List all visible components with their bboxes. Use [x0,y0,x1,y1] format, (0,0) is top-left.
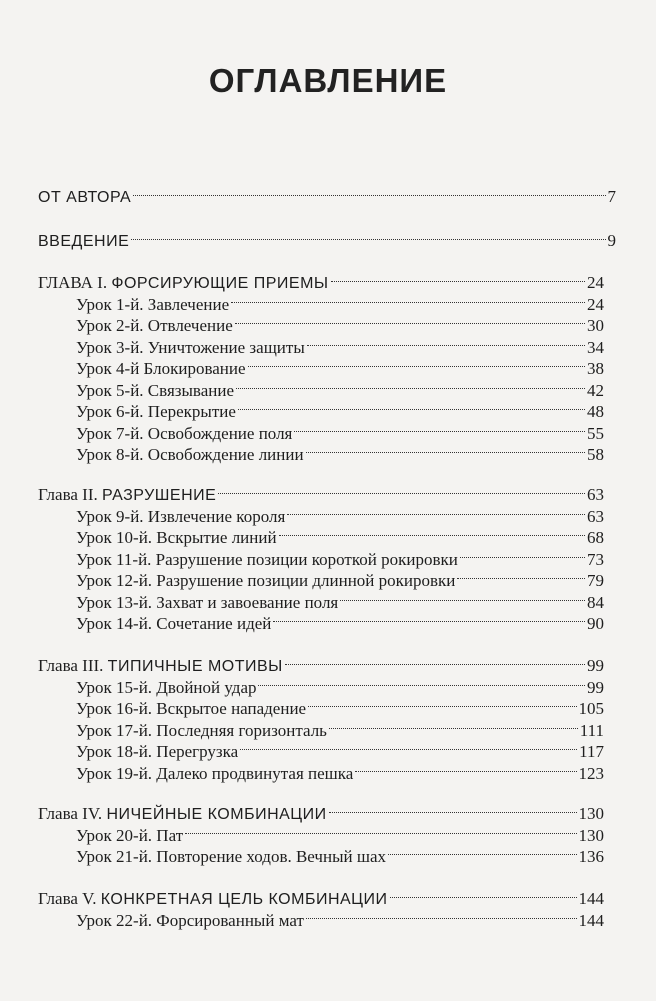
lesson-entry-page-number: 63 [587,507,604,526]
chapter-entry [0,888,656,910]
lesson-entry [0,423,656,445]
lesson-entry-page-number: 84 [587,593,604,612]
top-entry [0,186,656,208]
dot-leader [285,663,585,665]
chapter-entry-page-number: 63 [587,485,604,504]
dot-leader [218,492,585,494]
dot-leader [331,280,585,282]
lesson-entry-page-number: 144 [578,911,604,930]
dot-leader [279,534,585,536]
dot-leader [457,577,585,579]
dot-leader [240,748,577,750]
dot-leader [133,194,605,196]
dot-leader [235,322,585,324]
lesson-entry-title: Урок 12-й. Разрушение позиции длинной рокировки [76,571,456,590]
dot-leader [236,387,585,389]
dot-leader [258,684,585,686]
lesson-entry-title: Урок 9-й. Извлечение короля [76,507,286,526]
lesson-entry-title: Урок 15-й. Двойной удар [76,678,257,697]
lesson-entry [0,910,656,932]
lesson-entry-page-number: 130 [578,826,604,845]
lesson-entry-page-number: 68 [587,528,604,547]
lesson-entry [0,337,656,359]
chapter-entry-title: Глава V. КОНКРЕТНАЯ ЦЕЛЬ КОМБИНАЦИИ [38,889,388,908]
lesson-entry-title: Урок 13-й. Захват и завоевание поля [76,593,339,612]
chapter-entry [0,803,656,825]
lesson-entry [0,592,656,614]
lesson-entry-title: Урок 17-й. Последняя горизонталь [76,721,327,740]
dot-leader [329,727,578,729]
lesson-entry-page-number: 30 [587,316,604,335]
lesson-entry [0,570,656,592]
lesson-entry [0,763,656,785]
lesson-entry [0,527,656,549]
lesson-entry-page-number: 34 [587,338,604,357]
dot-leader [185,832,576,834]
lesson-entry-title: Урок 1-й. Завлечение [76,295,230,314]
dot-leader [231,301,585,303]
chapter-entry-title: ГЛАВА I. ФОРСИРУЮЩИЕ ПРИЕМЫ [38,273,329,292]
lesson-entry-title: Урок 16-й. Вскрытое нападение [76,699,307,718]
dot-leader [390,896,577,898]
top-entry [0,230,656,252]
lesson-entry-title: Урок 4-й Блокирование [76,359,246,378]
chapter-entry-page-number: 99 [587,656,604,675]
lesson-entry-page-number: 123 [578,764,604,783]
dot-leader [238,408,585,410]
lesson-entry [0,315,656,337]
lesson-entry-page-number: 90 [587,614,604,633]
lesson-entry-page-number: 105 [578,699,604,718]
lesson-entry [0,380,656,402]
lesson-entry-page-number: 117 [579,742,604,761]
top-entry-title: ОТ АВТОРА [38,189,132,206]
lesson-entry [0,294,656,316]
lesson-entry-title: Урок 21-й. Повторение ходов. Вечный шах [76,847,386,866]
lesson-entry [0,825,656,847]
lesson-entry [0,720,656,742]
lesson-entry-title: Урок 2-й. Отвлечение [76,316,233,335]
lesson-entry-page-number: 48 [587,402,604,421]
dot-leader [460,556,585,558]
top-entry-page-number: 9 [607,231,616,250]
lesson-entry-title: Урок 18-й. Перегрузка [76,742,239,761]
chapter-entry-title: Глава II. РАЗРУШЕНИЕ [38,485,217,504]
lesson-entry-page-number: 99 [587,678,604,697]
lesson-entry-title: Урок 20-й. Пат [76,826,184,845]
lesson-entry [0,677,656,699]
dot-leader [307,344,585,346]
lesson-entry-page-number: 73 [587,550,604,569]
chapter-entry [0,655,656,677]
lesson-entry-page-number: 79 [587,571,604,590]
chapter-entry [0,484,656,506]
lesson-entry [0,358,656,380]
dot-leader [248,365,585,367]
lesson-entry [0,549,656,571]
lesson-entry [0,506,656,528]
lesson-entry-page-number: 24 [587,295,604,314]
chapter-entry-page-number: 130 [578,804,604,823]
dot-leader [131,238,605,240]
dot-leader [388,853,577,855]
lesson-entry-page-number: 55 [587,424,604,443]
dot-leader [308,705,576,707]
lesson-entry-title: Урок 14-й. Сочетание идей [76,614,272,633]
lesson-entry [0,741,656,763]
lesson-entry [0,846,656,868]
lesson-entry [0,444,656,466]
lesson-entry-title: Урок 8-й. Освобождение линии [76,445,304,464]
lesson-entry-title: Урок 11-й. Разрушение позиции короткой рокировки [76,550,458,569]
chapter-entry [0,272,656,294]
dot-leader [294,430,585,432]
lesson-entry-page-number: 38 [587,359,604,378]
lesson-entry-title: Урок 5-й. Связывание [76,381,234,400]
chapter-entry-title: Глава IV. НИЧЕЙНЫЕ КОМБИНАЦИИ [38,804,327,823]
lesson-entry-page-number: 42 [587,381,604,400]
chapter-entry-title: Глава III. ТИПИЧНЫЕ МОТИВЫ [38,656,283,675]
lesson-entry-title: Урок 7-й. Освобождение поля [76,424,293,443]
lesson-entry-title: Урок 10-й. Вскрытие линий [76,528,277,547]
chapter-entry-page-number: 24 [587,273,604,292]
lesson-entry-title: Урок 19-й. Далеко продвинутая пешка [76,764,354,783]
chapter-entry-page-number: 144 [578,889,604,908]
lesson-entry [0,613,656,635]
lesson-entry [0,698,656,720]
lesson-entry-page-number: 58 [587,445,604,464]
top-entry-title: ВВЕДЕНИЕ [38,233,130,250]
dot-leader [306,917,577,919]
dot-leader [329,811,577,813]
dot-leader [273,620,585,622]
lesson-entry-title: Урок 6-й. Перекрытие [76,402,236,421]
page-title: ОГЛАВЛЕНИЕ [208,62,448,99]
lesson-entry-page-number: 111 [579,721,604,740]
dot-leader [287,513,585,515]
lesson-entry-page-number: 136 [578,847,604,866]
dot-leader [306,451,585,453]
dot-leader [340,599,585,601]
top-entry-page-number: 7 [607,187,616,206]
lesson-entry-title: Урок 22-й. Форсированный мат [76,911,304,930]
lesson-entry [0,401,656,423]
dot-leader [355,770,576,772]
lesson-entry-title: Урок 3-й. Уничтожение защиты [76,338,305,357]
